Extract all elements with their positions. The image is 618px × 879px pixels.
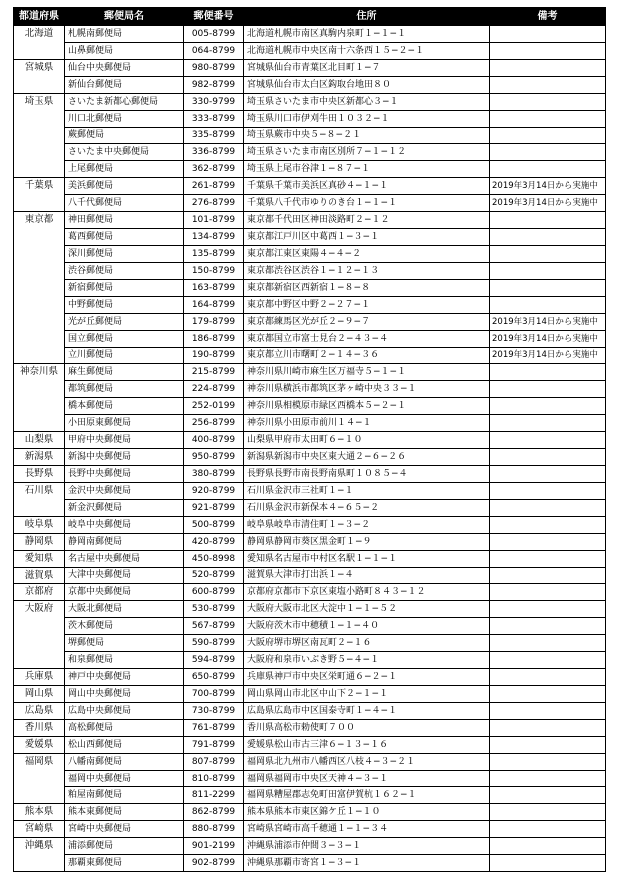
table-row bbox=[14, 161, 606, 178]
header-row bbox=[14, 8, 606, 26]
table-row bbox=[14, 127, 606, 144]
office-name-cell: 新宿郵便局 bbox=[65, 279, 184, 296]
office-name-cell: 仙台中央郵便局 bbox=[65, 59, 184, 76]
prefecture-cell: 兵庫県 bbox=[14, 669, 65, 686]
table-row bbox=[14, 26, 606, 43]
address-cell: 宮城県仙台市青葉区北目町１−７ bbox=[244, 59, 490, 76]
prefecture-cell: 山梨県 bbox=[14, 432, 65, 449]
prefecture-cell: 愛知県 bbox=[14, 550, 65, 567]
note-cell bbox=[490, 669, 606, 686]
address-cell: 千葉県八千代市ゆりのき台１−１−１ bbox=[244, 195, 490, 212]
address-cell: 岡山県岡山市北区中山下２−１−１ bbox=[244, 685, 490, 702]
table-row bbox=[14, 702, 606, 719]
table-row bbox=[14, 533, 606, 550]
note-cell bbox=[490, 482, 606, 499]
postal-code-cell: 256-8799 bbox=[184, 415, 244, 432]
table-row bbox=[14, 432, 606, 449]
office-name-cell: 長野中央郵便局 bbox=[65, 465, 184, 482]
postal-code-cell: 810-8799 bbox=[184, 770, 244, 787]
address-cell: 東京都練馬区光が丘２−９−７ bbox=[244, 313, 490, 330]
note-cell: 2019年3月14日から実施中 bbox=[490, 195, 606, 212]
office-name-cell: 山鼻郵便局 bbox=[65, 42, 184, 59]
address-cell: 沖縄県那覇市寄宮１−３−１ bbox=[244, 855, 490, 872]
note-cell bbox=[490, 855, 606, 872]
office-name-cell: 和泉郵便局 bbox=[65, 652, 184, 669]
note-cell bbox=[490, 229, 606, 246]
office-name-cell: 新潟中央郵便局 bbox=[65, 449, 184, 466]
address-cell: 愛媛県松山市古三津６−１３−１６ bbox=[244, 736, 490, 753]
prefecture-cell: 神奈川県 bbox=[14, 364, 65, 432]
office-name-cell: 新仙台郵便局 bbox=[65, 76, 184, 93]
address-cell: 広島県広島市中区国泰寺町１−４−１ bbox=[244, 702, 490, 719]
note-cell bbox=[490, 59, 606, 76]
note-cell bbox=[490, 770, 606, 787]
header-office-name: 郵便局名 bbox=[65, 8, 184, 26]
office-name-cell: 那覇東郵便局 bbox=[65, 855, 184, 872]
address-cell: 神奈川県川崎市麻生区万福寺５−１−１ bbox=[244, 364, 490, 381]
table-header bbox=[14, 8, 606, 26]
office-name-cell: 甲府中央郵便局 bbox=[65, 432, 184, 449]
postal-code-cell: 380-8799 bbox=[184, 465, 244, 482]
prefecture-cell: 滋賀県 bbox=[14, 567, 65, 584]
table-row bbox=[14, 821, 606, 838]
postal-code-cell: 101-8799 bbox=[184, 212, 244, 229]
note-cell bbox=[490, 161, 606, 178]
postal-code-cell: 450-8998 bbox=[184, 550, 244, 567]
note-cell bbox=[490, 110, 606, 127]
table-row bbox=[14, 804, 606, 821]
office-name-cell: 都筑郵便局 bbox=[65, 381, 184, 398]
prefecture-cell: 東京都 bbox=[14, 212, 65, 364]
table-row bbox=[14, 381, 606, 398]
table-row bbox=[14, 296, 606, 313]
address-cell: 神奈川県小田原市前川１４−１ bbox=[244, 415, 490, 432]
office-name-cell: 松山西郵便局 bbox=[65, 736, 184, 753]
note-cell: 2019年3月14日から実施中 bbox=[490, 178, 606, 195]
table-row bbox=[14, 347, 606, 364]
office-name-cell: 美浜郵便局 bbox=[65, 178, 184, 195]
address-cell: 埼玉県川口市伊刈牛田１０３２−１ bbox=[244, 110, 490, 127]
note-cell bbox=[490, 296, 606, 313]
postal-code-cell: 005-8799 bbox=[184, 26, 244, 43]
table-row bbox=[14, 364, 606, 381]
postal-code-cell: 950-8799 bbox=[184, 449, 244, 466]
address-cell: 香川県高松市勅使町７００ bbox=[244, 719, 490, 736]
note-cell bbox=[490, 533, 606, 550]
prefecture-cell: 石川県 bbox=[14, 482, 65, 516]
table-row bbox=[14, 195, 606, 212]
postal-code-cell: 730-8799 bbox=[184, 702, 244, 719]
office-name-cell: 金沢中央郵便局 bbox=[65, 482, 184, 499]
office-name-cell: 中野郵便局 bbox=[65, 296, 184, 313]
note-cell bbox=[490, 245, 606, 262]
postal-code-cell: 761-8799 bbox=[184, 719, 244, 736]
postal-code-cell: 567-8799 bbox=[184, 618, 244, 635]
table-row bbox=[14, 465, 606, 482]
office-name-cell: 岡山中央郵便局 bbox=[65, 685, 184, 702]
prefecture-cell: 宮城県 bbox=[14, 59, 65, 93]
postal-code-cell: 224-8799 bbox=[184, 381, 244, 398]
table-row bbox=[14, 93, 606, 110]
header-address: 住所 bbox=[244, 8, 490, 26]
table-row bbox=[14, 398, 606, 415]
office-name-cell: 札幌南郵便局 bbox=[65, 26, 184, 43]
table-row bbox=[14, 330, 606, 347]
address-cell: 福岡県北九州市八幡西区八枝４−３−２１ bbox=[244, 753, 490, 770]
office-name-cell: 葛西郵便局 bbox=[65, 229, 184, 246]
postal-code-cell: 530-8799 bbox=[184, 601, 244, 618]
note-cell bbox=[490, 144, 606, 161]
table-row bbox=[14, 787, 606, 804]
table-row bbox=[14, 635, 606, 652]
address-cell: 福岡県糟屋郡志免町田富伊賀杭１６２−１ bbox=[244, 787, 490, 804]
table-row bbox=[14, 652, 606, 669]
prefecture-cell: 長野県 bbox=[14, 465, 65, 482]
office-name-cell: 八千代郵便局 bbox=[65, 195, 184, 212]
post-office-table bbox=[13, 7, 606, 872]
prefecture-cell: 熊本県 bbox=[14, 804, 65, 821]
office-name-cell: 茨木郵便局 bbox=[65, 618, 184, 635]
post-office-table-container bbox=[13, 7, 606, 872]
postal-code-cell: 134-8799 bbox=[184, 229, 244, 246]
postal-code-cell: 190-8799 bbox=[184, 347, 244, 364]
address-cell: 東京都江戸川区中葛西１−３−１ bbox=[244, 229, 490, 246]
note-cell: 2019年3月14日から実施中 bbox=[490, 347, 606, 364]
office-name-cell: 神戸中央郵便局 bbox=[65, 669, 184, 686]
prefecture-cell: 広島県 bbox=[14, 702, 65, 719]
prefecture-cell: 香川県 bbox=[14, 719, 65, 736]
address-cell: 新潟県新潟市中央区東大通２−６−２６ bbox=[244, 449, 490, 466]
office-name-cell: 立川郵便局 bbox=[65, 347, 184, 364]
postal-code-cell: 980-8799 bbox=[184, 59, 244, 76]
table-row bbox=[14, 42, 606, 59]
office-name-cell: 麻生郵便局 bbox=[65, 364, 184, 381]
note-cell bbox=[490, 821, 606, 838]
note-cell bbox=[490, 26, 606, 43]
office-name-cell: 浦添郵便局 bbox=[65, 838, 184, 855]
postal-code-cell: 920-8799 bbox=[184, 482, 244, 499]
table-row bbox=[14, 753, 606, 770]
office-name-cell: 国立郵便局 bbox=[65, 330, 184, 347]
note-cell bbox=[490, 93, 606, 110]
postal-code-cell: 902-8799 bbox=[184, 855, 244, 872]
header-postal-code: 郵便番号 bbox=[184, 8, 244, 26]
office-name-cell: 深川郵便局 bbox=[65, 245, 184, 262]
note-cell bbox=[490, 702, 606, 719]
postal-code-cell: 333-8799 bbox=[184, 110, 244, 127]
note-cell bbox=[490, 398, 606, 415]
office-name-cell: 岐阜中央郵便局 bbox=[65, 516, 184, 533]
postal-code-cell: 700-8799 bbox=[184, 685, 244, 702]
address-cell: 東京都国立市富士見台２−４３−４ bbox=[244, 330, 490, 347]
note-cell bbox=[490, 652, 606, 669]
postal-code-cell: 590-8799 bbox=[184, 635, 244, 652]
prefecture-cell: 岐阜県 bbox=[14, 516, 65, 533]
note-cell bbox=[490, 736, 606, 753]
office-name-cell: 粕屋南郵便局 bbox=[65, 787, 184, 804]
table-row bbox=[14, 313, 606, 330]
note-cell bbox=[490, 567, 606, 584]
office-name-cell: 名古屋中央郵便局 bbox=[65, 550, 184, 567]
table-row bbox=[14, 449, 606, 466]
postal-code-cell: 163-8799 bbox=[184, 279, 244, 296]
postal-code-cell: 650-8799 bbox=[184, 669, 244, 686]
table-row bbox=[14, 144, 606, 161]
postal-code-cell: 135-8799 bbox=[184, 245, 244, 262]
note-cell bbox=[490, 516, 606, 533]
postal-code-cell: 276-8799 bbox=[184, 195, 244, 212]
postal-code-cell: 791-8799 bbox=[184, 736, 244, 753]
office-name-cell: 静岡南郵便局 bbox=[65, 533, 184, 550]
address-cell: 埼玉県蕨市中央５−８−２１ bbox=[244, 127, 490, 144]
postal-code-cell: 594-8799 bbox=[184, 652, 244, 669]
note-cell bbox=[490, 42, 606, 59]
address-cell: 熊本県熊本市東区錦ケ丘１−１０ bbox=[244, 804, 490, 821]
address-cell: 神奈川県相模原市緑区西橋本５−２−１ bbox=[244, 398, 490, 415]
office-name-cell: 川口北郵便局 bbox=[65, 110, 184, 127]
address-cell: 東京都江東区東陽４−４−２ bbox=[244, 245, 490, 262]
note-cell bbox=[490, 279, 606, 296]
address-cell: 大阪府大阪市北区大淀中１−１−５２ bbox=[244, 601, 490, 618]
postal-code-cell: 186-8799 bbox=[184, 330, 244, 347]
note-cell bbox=[490, 76, 606, 93]
address-cell: 京都府京都市下京区東塩小路町８４３−１２ bbox=[244, 584, 490, 601]
postal-code-cell: 179-8799 bbox=[184, 313, 244, 330]
note-cell bbox=[490, 804, 606, 821]
office-name-cell: 高松郵便局 bbox=[65, 719, 184, 736]
postal-code-cell: 901-2199 bbox=[184, 838, 244, 855]
address-cell: 沖縄県浦添市仲間３−３−１ bbox=[244, 838, 490, 855]
address-cell: 千葉県千葉市美浜区真砂４−１−１ bbox=[244, 178, 490, 195]
postal-code-cell: 520-8799 bbox=[184, 567, 244, 584]
postal-code-cell: 362-8799 bbox=[184, 161, 244, 178]
table-row bbox=[14, 482, 606, 499]
note-cell bbox=[490, 719, 606, 736]
table-row bbox=[14, 685, 606, 702]
table-body bbox=[14, 26, 606, 872]
prefecture-cell: 大阪府 bbox=[14, 601, 65, 669]
address-cell: 岐阜県岐阜市清住町１−３−２ bbox=[244, 516, 490, 533]
address-cell: 大阪府和泉市いぶき野５−４−１ bbox=[244, 652, 490, 669]
address-cell: 埼玉県さいたま市中央区新都心３−１ bbox=[244, 93, 490, 110]
table-row bbox=[14, 245, 606, 262]
table-row bbox=[14, 415, 606, 432]
prefecture-cell: 宮崎県 bbox=[14, 821, 65, 838]
address-cell: 滋賀県大津市打出浜１−４ bbox=[244, 567, 490, 584]
table-row bbox=[14, 736, 606, 753]
postal-code-cell: 921-8799 bbox=[184, 499, 244, 516]
postal-code-cell: 807-8799 bbox=[184, 753, 244, 770]
note-cell bbox=[490, 618, 606, 635]
table-row bbox=[14, 212, 606, 229]
office-name-cell: 大津中央郵便局 bbox=[65, 567, 184, 584]
address-cell: 兵庫県神戸市中央区栄町通６−２−１ bbox=[244, 669, 490, 686]
table-row bbox=[14, 838, 606, 855]
postal-code-cell: 862-8799 bbox=[184, 804, 244, 821]
table-row bbox=[14, 516, 606, 533]
table-row bbox=[14, 59, 606, 76]
address-cell: 愛知県名古屋市中村区名駅１−１−１ bbox=[244, 550, 490, 567]
postal-code-cell: 880-8799 bbox=[184, 821, 244, 838]
note-cell bbox=[490, 753, 606, 770]
postal-code-cell: 252-0199 bbox=[184, 398, 244, 415]
address-cell: 東京都立川市曙町２−１４−３６ bbox=[244, 347, 490, 364]
note-cell: 2019年3月14日から実施中 bbox=[490, 313, 606, 330]
office-name-cell: 渋谷郵便局 bbox=[65, 262, 184, 279]
office-name-cell: 広島中央郵便局 bbox=[65, 702, 184, 719]
postal-code-cell: 336-8799 bbox=[184, 144, 244, 161]
postal-code-cell: 261-8799 bbox=[184, 178, 244, 195]
table-row bbox=[14, 279, 606, 296]
office-name-cell: 堺郵便局 bbox=[65, 635, 184, 652]
postal-code-cell: 335-8799 bbox=[184, 127, 244, 144]
office-name-cell: 上尾郵便局 bbox=[65, 161, 184, 178]
prefecture-cell: 沖縄県 bbox=[14, 838, 65, 872]
postal-code-cell: 982-8799 bbox=[184, 76, 244, 93]
postal-code-cell: 500-8799 bbox=[184, 516, 244, 533]
address-cell: 東京都中野区中野２−２７−１ bbox=[244, 296, 490, 313]
office-name-cell: さいたま中央郵便局 bbox=[65, 144, 184, 161]
note-cell bbox=[490, 787, 606, 804]
prefecture-cell: 千葉県 bbox=[14, 178, 65, 212]
address-cell: 東京都渋谷区渋谷１−１２−１３ bbox=[244, 262, 490, 279]
header-note: 備考 bbox=[490, 8, 606, 26]
postal-code-cell: 150-8799 bbox=[184, 262, 244, 279]
table-row bbox=[14, 262, 606, 279]
office-name-cell: 八幡南郵便局 bbox=[65, 753, 184, 770]
note-cell bbox=[490, 415, 606, 432]
office-name-cell: 大阪北郵便局 bbox=[65, 601, 184, 618]
table-row bbox=[14, 567, 606, 584]
table-row bbox=[14, 110, 606, 127]
postal-code-cell: 811-2299 bbox=[184, 787, 244, 804]
note-cell bbox=[490, 499, 606, 516]
table-row bbox=[14, 229, 606, 246]
office-name-cell: 蕨郵便局 bbox=[65, 127, 184, 144]
prefecture-cell: 福岡県 bbox=[14, 753, 65, 804]
address-cell: 北海道札幌市南区真駒内泉町１−１−１ bbox=[244, 26, 490, 43]
postal-code-cell: 330-9799 bbox=[184, 93, 244, 110]
address-cell: 福岡県福岡市中央区天神４−３−１ bbox=[244, 770, 490, 787]
note-cell bbox=[490, 262, 606, 279]
note-cell bbox=[490, 212, 606, 229]
prefecture-cell: 埼玉県 bbox=[14, 93, 65, 178]
office-name-cell: 小田原東郵便局 bbox=[65, 415, 184, 432]
prefecture-cell: 北海道 bbox=[14, 26, 65, 60]
postal-code-cell: 164-8799 bbox=[184, 296, 244, 313]
office-name-cell: 神田郵便局 bbox=[65, 212, 184, 229]
header-prefecture: 都道府県 bbox=[14, 8, 65, 26]
address-cell: 大阪府堺市堺区南瓦町２−１６ bbox=[244, 635, 490, 652]
address-cell: 大阪府茨木市中穂積１−１−４０ bbox=[244, 618, 490, 635]
address-cell: 長野県長野市南長野南県町１０８５−４ bbox=[244, 465, 490, 482]
table-row bbox=[14, 719, 606, 736]
note-cell bbox=[490, 449, 606, 466]
address-cell: 石川県金沢市三社町１−１ bbox=[244, 482, 490, 499]
postal-code-cell: 215-8799 bbox=[184, 364, 244, 381]
address-cell: 東京都新宿区西新宿１−８−８ bbox=[244, 279, 490, 296]
address-cell: 神奈川県横浜市都筑区茅ヶ崎中央３３−１ bbox=[244, 381, 490, 398]
note-cell bbox=[490, 685, 606, 702]
postal-code-cell: 600-8799 bbox=[184, 584, 244, 601]
address-cell: 東京都千代田区神田淡路町２−１２ bbox=[244, 212, 490, 229]
table-row bbox=[14, 770, 606, 787]
note-cell: 2019年3月14日から実施中 bbox=[490, 330, 606, 347]
office-name-cell: 新金沢郵便局 bbox=[65, 499, 184, 516]
table-row bbox=[14, 76, 606, 93]
postal-code-cell: 400-8799 bbox=[184, 432, 244, 449]
table-row bbox=[14, 601, 606, 618]
postal-code-cell: 064-8799 bbox=[184, 42, 244, 59]
table-row bbox=[14, 669, 606, 686]
note-cell bbox=[490, 838, 606, 855]
office-name-cell: 宮崎中央郵便局 bbox=[65, 821, 184, 838]
office-name-cell: 熊本東郵便局 bbox=[65, 804, 184, 821]
note-cell bbox=[490, 381, 606, 398]
note-cell bbox=[490, 584, 606, 601]
address-cell: 埼玉県上尾市谷津１−８７−１ bbox=[244, 161, 490, 178]
address-cell: 静岡県静岡市葵区黒金町１−９ bbox=[244, 533, 490, 550]
office-name-cell: さいたま新都心郵便局 bbox=[65, 93, 184, 110]
note-cell bbox=[490, 465, 606, 482]
prefecture-cell: 岡山県 bbox=[14, 685, 65, 702]
address-cell: 宮城県仙台市太白区鈎取台地田８０ bbox=[244, 76, 490, 93]
note-cell bbox=[490, 432, 606, 449]
note-cell bbox=[490, 127, 606, 144]
prefecture-cell: 新潟県 bbox=[14, 449, 65, 466]
note-cell bbox=[490, 364, 606, 381]
prefecture-cell: 静岡県 bbox=[14, 533, 65, 550]
address-cell: 石川県金沢市新保本４−６５−２ bbox=[244, 499, 490, 516]
office-name-cell: 福岡中央郵便局 bbox=[65, 770, 184, 787]
address-cell: 山梨県甲府市太田町６−１０ bbox=[244, 432, 490, 449]
address-cell: 埼玉県さいたま市南区別所７−１−１２ bbox=[244, 144, 490, 161]
office-name-cell: 光が丘郵便局 bbox=[65, 313, 184, 330]
office-name-cell: 橋本郵便局 bbox=[65, 398, 184, 415]
address-cell: 北海道札幌市中央区南十六条西１５−２−１ bbox=[244, 42, 490, 59]
table-row bbox=[14, 499, 606, 516]
address-cell: 宮崎県宮崎市高千穂通１−１−３４ bbox=[244, 821, 490, 838]
prefecture-cell: 愛媛県 bbox=[14, 736, 65, 753]
table-row bbox=[14, 618, 606, 635]
prefecture-cell: 京都府 bbox=[14, 584, 65, 601]
table-row bbox=[14, 550, 606, 567]
office-name-cell: 京都中央郵便局 bbox=[65, 584, 184, 601]
table-row bbox=[14, 584, 606, 601]
note-cell bbox=[490, 601, 606, 618]
table-row bbox=[14, 178, 606, 195]
note-cell bbox=[490, 550, 606, 567]
table-row bbox=[14, 855, 606, 872]
note-cell bbox=[490, 635, 606, 652]
postal-code-cell: 420-8799 bbox=[184, 533, 244, 550]
